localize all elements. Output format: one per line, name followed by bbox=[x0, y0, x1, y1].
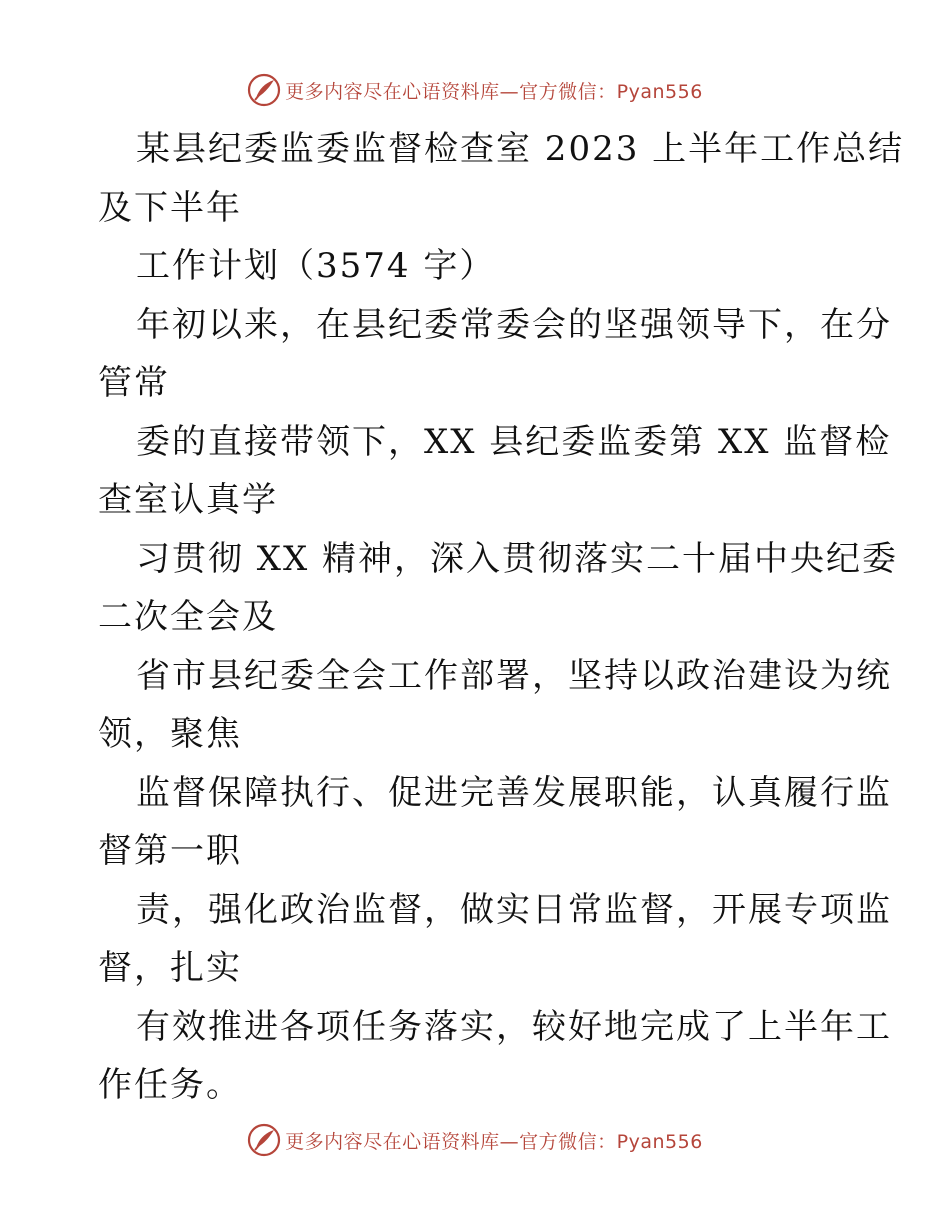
paragraph-line: 监督保障执行、促进完善发展职能，认真履行监 bbox=[136, 772, 892, 813]
paragraph-line: 省市县纪委全会工作部署，坚持以政治建设为统 bbox=[136, 655, 892, 696]
footer-banner-text: 更多内容尽在心语资料库—官方微信：Pyan556 bbox=[285, 1130, 703, 1153]
header-banner bbox=[0, 70, 950, 110]
paragraph-line: 二次全会及 bbox=[98, 597, 278, 637]
paragraph-line: 管常 bbox=[98, 363, 170, 403]
title-line-3: 工作计划（3574 字） bbox=[136, 246, 496, 286]
paragraph-line: 领，聚焦 bbox=[98, 714, 242, 754]
paragraph-line: 责，强化政治监督，做实日常监督，开展专项监 bbox=[136, 889, 892, 930]
document-body bbox=[98, 120, 905, 1115]
paragraph-line: 督第一职 bbox=[98, 831, 242, 871]
quill-logo-icon bbox=[247, 73, 281, 107]
paragraph-line: 习贯彻 XX 精神，深入贯彻落实二十届中央纪委 bbox=[136, 538, 899, 579]
paragraph-line: 查室认真学 bbox=[98, 480, 278, 520]
paragraph-line: 督，扎实 bbox=[98, 948, 242, 988]
paragraph-line: 有效推进各项任务落实，较好地完成了上半年工 bbox=[136, 1006, 892, 1047]
header-banner-text: 更多内容尽在心语资料库—官方微信：Pyan556 bbox=[285, 80, 703, 103]
footer-banner bbox=[0, 1120, 950, 1160]
quill-logo-icon bbox=[247, 1123, 281, 1157]
title-line-1: 某县纪委监委监督检查室 2023 上半年工作总结 bbox=[136, 129, 905, 169]
paragraph-line: 年初以来，在县纪委常委会的坚强领导下，在分 bbox=[136, 304, 892, 345]
paragraph-line: 作任务。 bbox=[98, 1065, 242, 1105]
paragraph-line: 委的直接带领下，XX 县纪委监委第 XX 监督检 bbox=[136, 421, 892, 462]
title-line-2: 及下半年 bbox=[98, 187, 242, 228]
